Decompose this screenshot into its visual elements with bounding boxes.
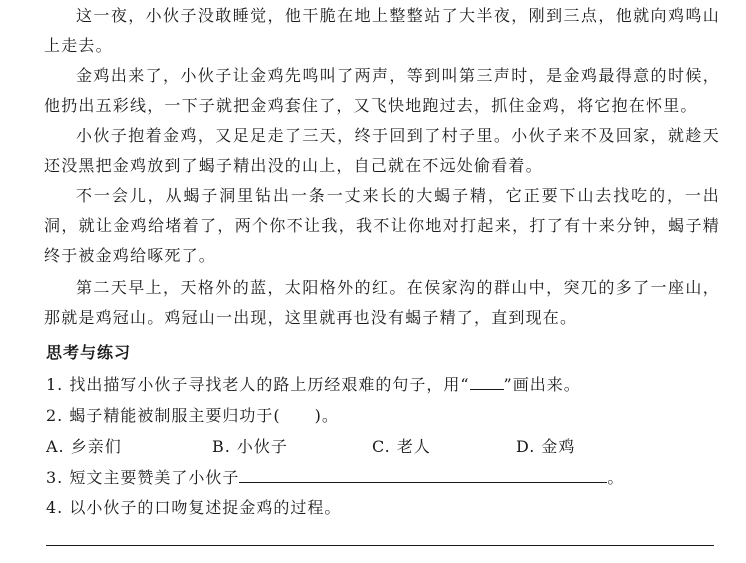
question-2 [46,403,339,426]
question-4 [46,495,341,518]
question-3-answer-blank[interactable] [239,468,607,483]
story-paragraph-5: 第二天早上，天格外的蓝，太阳格外的红。在侯家沟的群山中，突兀的多了一座山，那就是鸡冠山。鸡冠山一出现，这里就再也没有蝎子精了，直到现在。 [44,278,720,327]
question-1-text-after: ”画出来。 [503,375,581,394]
question-4-text: 4. 以小伙子的口吻复述捉金鸡的过程。 [46,498,342,517]
question-1-underline-sample [470,375,504,390]
exercises-heading: 思考与练习 [46,343,132,362]
question-3 [46,465,624,488]
option-d[interactable]: D. 金鸡 [516,437,576,456]
question-1 [46,372,581,395]
story-paragraph-3: 小伙子抱着金鸡，又足足走了三天，终于回到了村子里。小伙子来不及回家，就趁天还没黑把金鸡放到了蝎子精出没的山上，自己就在不远处偷看着。 [44,126,720,175]
question-3-text-after: 。 [607,468,625,487]
question-2-text: 2. 蝎子精能被制服主要归功于( )。 [46,406,339,425]
question-3-text-before: 3. 短文主要赞美了小伙子 [46,468,240,487]
option-a[interactable]: A. 乡亲们 [46,437,122,456]
option-c[interactable]: C. 老人 [372,437,431,456]
question-4-answer-line[interactable] [46,545,714,546]
story-paragraph-1: 这一夜，小伙子没敢睡觉，他干脆在地上整整站了大半夜，刚到三点，他就向鸡鸣山上走去。 [44,6,720,55]
story-paragraph-4: 不一会儿，从蝎子洞里钻出一条一丈来长的大蝎子精，它正要下山去找吃的，一出洞，就让金鸡给堵着了，两个你不让我，我不让你地对打起来，打了有十来分钟，蝎子精终于被金鸡给啄死了。 [44,186,720,265]
option-b[interactable]: B. 小伙子 [212,437,288,456]
story-paragraph-2: 金鸡出来了，小伙子让金鸡先鸣叫了两声，等到叫第三声时，是金鸡最得意的时候，他扔出五彩线，一下子就把金鸡套住了，又飞快地跑过去，抓住金鸡，将它抱在怀里。 [44,66,720,115]
question-1-text-before: 1. 找出描写小伙子寻找老人的路上历经艰难的句子，用“ [46,375,470,394]
